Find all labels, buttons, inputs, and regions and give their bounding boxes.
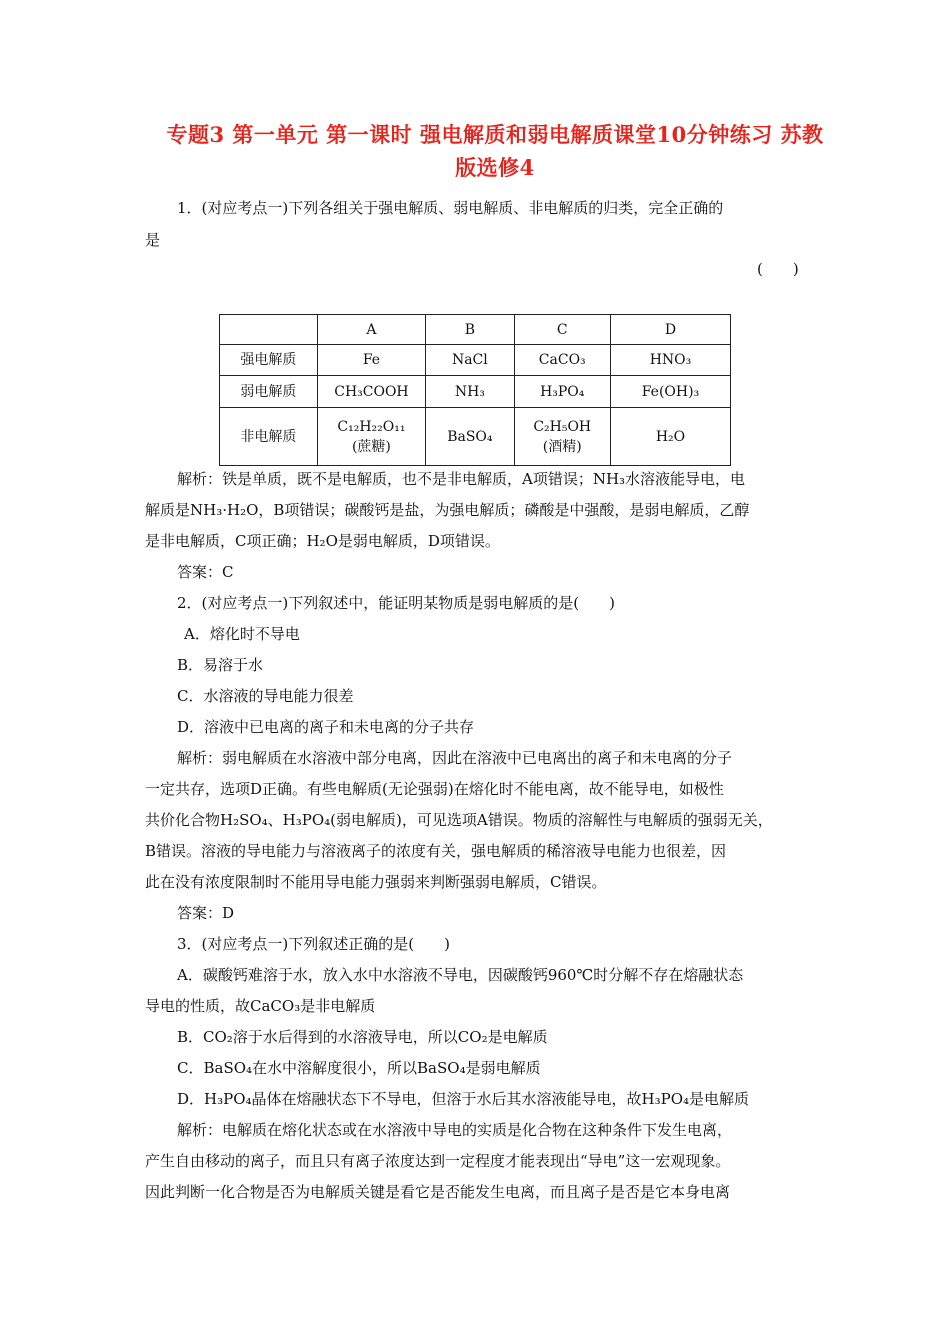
table-cell [514,408,610,466]
table-cell: CH₃COOH [317,376,425,408]
table-row [220,376,731,408]
a1-line3: 是非电解质，C项正确；H₂O是弱电解质，D项错误。 [145,532,500,550]
table-row [220,315,731,345]
table-cell: CaCO₃ [514,345,610,376]
a1-answer: 答案：C [177,563,234,581]
table-cell: Fe(OH)₃ [610,376,730,408]
table-cell: NH₃ [426,376,514,408]
q2-option-a: A．熔化时不导电 [184,625,300,643]
a3-line1: 解析：电解质在熔化状态或在水溶液中导电的实质是化合物在这种条件下发生电离， [177,1121,733,1139]
q2-option-b: B．易溶于水 [177,656,264,674]
q3-option-a-line1: A．碳酸钙难溶于水，放入水中水溶液不导电，因碳酸钙960℃时分解不存在熔融状态 [177,966,744,984]
table-header-cell: D [610,315,730,345]
a2-line3: 共价化合物H₂SO₄、H₃PO₄(弱电解质)，可见选项A错误。物质的溶解性与电解质的强弱无关， [145,811,773,829]
row-label: 强电解质 [220,345,318,376]
row-label: 非电解质 [220,408,318,466]
q2-option-d: D．溶液中已电离的离子和未电离的分子共存 [177,718,475,736]
a2-line2: 一定共存，选项D正确。有些电解质(无论强弱)在熔化时不能电离，故不能导电，如极性 [145,780,724,798]
formula: C₂H₅OH [533,418,592,435]
document-title: 专题3 第一单元 第一课时 强电解质和弱电解质课堂10分钟练习 苏教版选修4 [166,122,824,180]
q1-stem-line1: 1．(对应考点一)下列各组关于强电解质、弱电解质、非电解质的归类，完全正确的 [177,199,724,217]
formula-note: (酒精) [542,438,582,455]
table-cell: Fe [317,345,425,376]
q3-option-a-line2: 导电的性质，故CaCO₃是非电解质 [145,997,376,1015]
table-header-cell [220,315,318,345]
q3-option-b: B．CO₂溶于水后得到的水溶液导电，所以CO₂是电解质 [177,1028,548,1046]
q1-stem-line2: 是 [145,231,161,249]
q3-stem: 3．(对应考点一)下列叙述正确的是( ) [177,935,450,953]
table-header-cell: B [426,315,514,345]
table-cell: NaCl [426,345,514,376]
table-cell: BaSO₄ [426,408,514,466]
a3-line3: 因此判断一化合物是否为电解质关键是看它是否能发生电离，而且离子是否是它本身电离 [145,1183,731,1201]
table-cell: HNO₃ [610,345,730,376]
a1-line1: 解析：铁是单质，既不是电解质，也不是非电解质，A项错误；NH₃水溶液能导电，电 [177,470,746,488]
row-label: 弱电解质 [220,376,318,408]
q1-answer-paren: ( ) [757,260,799,278]
table-cell: H₂O [610,408,730,466]
q2-option-c: C．水溶液的导电能力很差 [177,687,354,705]
electrolyte-table [219,314,731,466]
a2-line1: 解析：弱电解质在水溶液中部分电离，因此在溶液中已电离出的离子和未电离的分子 [177,749,733,767]
q2-stem: 2．(对应考点一)下列叙述中，能证明某物质是弱电解质的是( ) [177,594,615,612]
q3-option-c: C．BaSO₄在水中溶解度很小，所以BaSO₄是弱电解质 [177,1059,541,1077]
a2-line5: 此在没有浓度限制时不能用导电能力强弱来判断强弱电解质，C错误。 [145,873,607,891]
table-cell: H₃PO₄ [514,376,610,408]
table-header-cell: C [514,315,610,345]
table-row [220,345,731,376]
q3-option-d: D．H₃PO₄晶体在熔融状态下不导电，但溶于水后其水溶液能导电，故H₃PO₄是电解质 [177,1090,750,1108]
formula-note: (蔗糖) [351,438,391,455]
a2-answer: 答案：D [177,904,235,922]
a2-line4: B错误。溶液的导电能力与溶液离子的浓度有关，强电解质的稀溶液导电能力也很差，因 [145,842,727,860]
formula: C₁₂H₂₂O₁₁ [337,418,406,435]
a3-line2: 产生自由移动的离子，而且只有离子浓度达到一定程度才能表现出“导电”这一宏观现象。 [145,1152,731,1170]
table-header-cell: A [317,315,425,345]
table-cell [317,408,425,466]
table-row [220,408,731,466]
a1-line2: 解质是NH₃·H₂O，B项错误；碳酸钙是盐，为强电解质；磷酸是中强酸，是弱电解质，乙醇 [145,501,750,519]
